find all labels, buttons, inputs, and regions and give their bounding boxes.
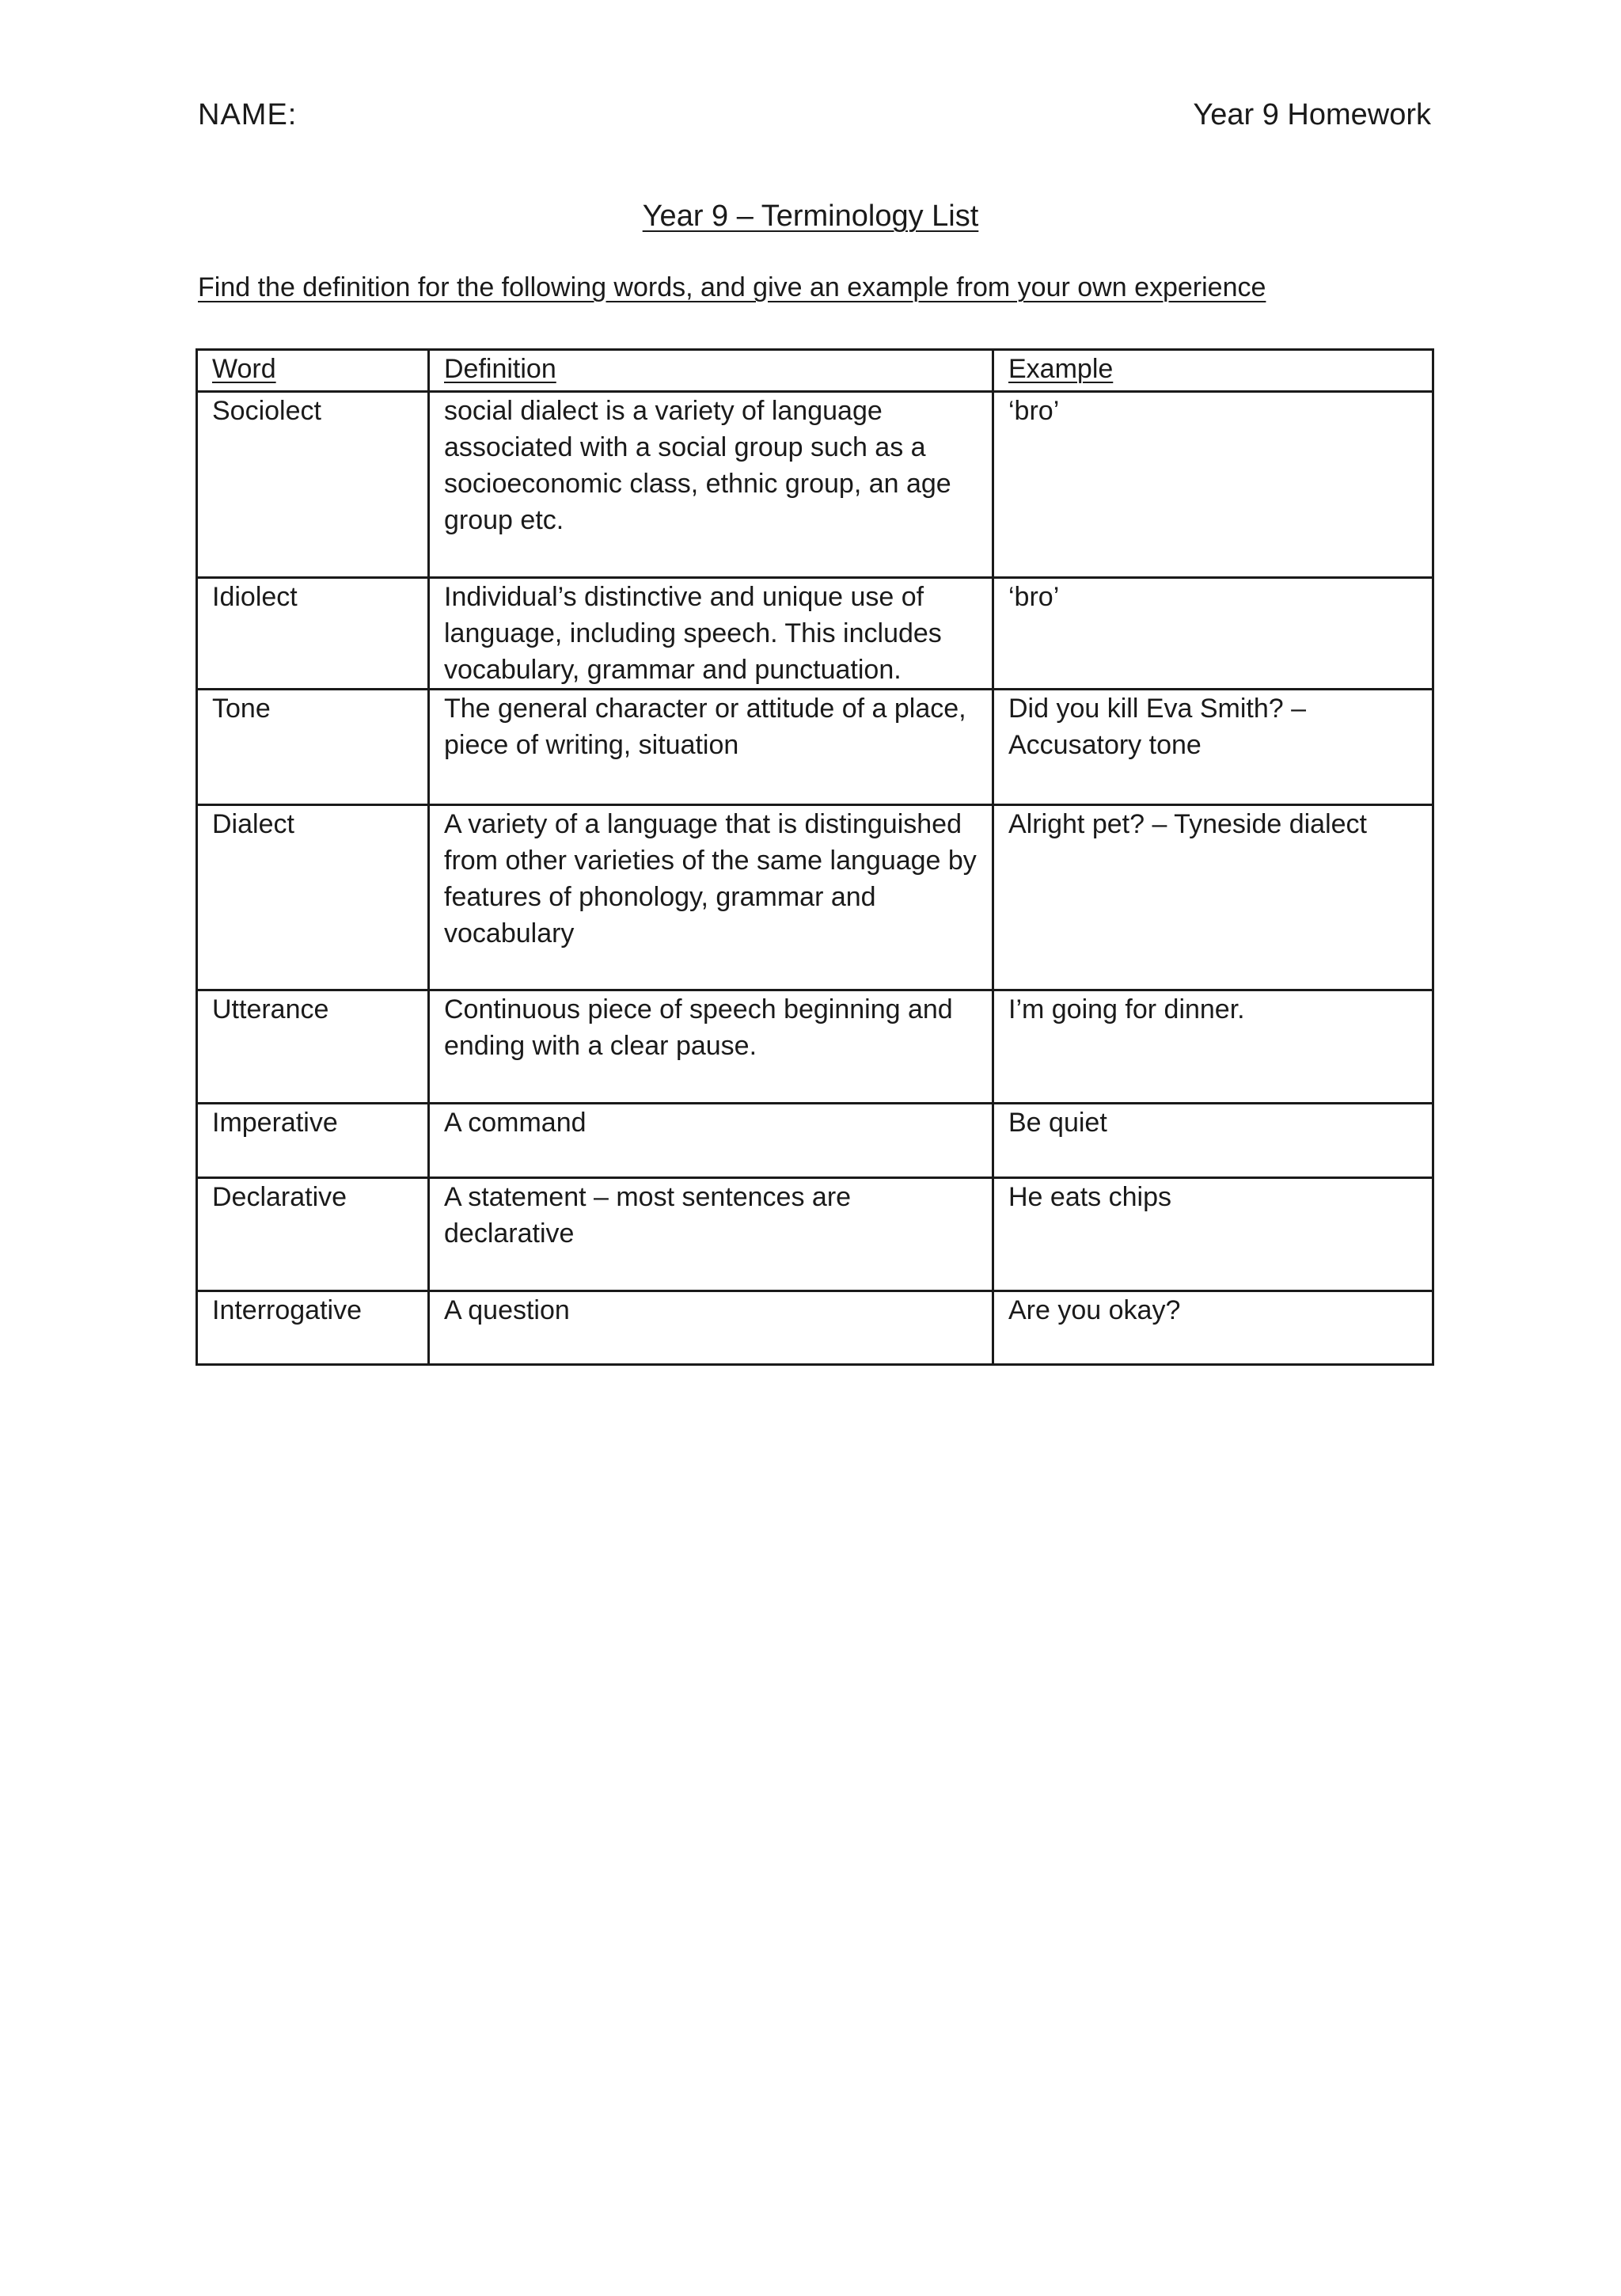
table-row (197, 1291, 1433, 1365)
header-example-text: Example (1008, 354, 1114, 384)
definition-cell: Individual’s distinctive and unique use of language, including speech. This includes vocabulary, grammar and punctuation. (429, 578, 993, 690)
header-example (993, 350, 1433, 392)
instructions: Find the definition for the following words, and give an example from your own experience (198, 272, 1266, 302)
table-row (197, 990, 1433, 1104)
table-header-row (197, 350, 1433, 392)
table-row (197, 392, 1433, 578)
header-word (197, 350, 429, 392)
header-definition-text: Definition (444, 354, 556, 384)
table-row (197, 578, 1433, 690)
table-row (197, 1178, 1433, 1291)
word-cell: Interrogative (197, 1291, 429, 1365)
header-word-text: Word (212, 354, 276, 384)
page-title (0, 200, 1621, 234)
example-cell: Alright pet? – Tyneside dialect (993, 805, 1433, 990)
example-cell: Are you okay? (993, 1291, 1433, 1365)
definition-cell: social dialect is a variety of language associated with a social group such as a socioeconomic class, ethnic group, an age group etc. (429, 392, 993, 578)
course-label: Year 9 Homework (1193, 98, 1431, 131)
table-row (197, 690, 1433, 805)
definition-cell: The general character or attitude of a place, piece of writing, situation (429, 690, 993, 805)
name-label: NAME: (198, 98, 298, 131)
example-cell: I’m going for dinner. (993, 990, 1433, 1104)
example-cell: Be quiet (993, 1104, 1433, 1178)
word-cell: Tone (197, 690, 429, 805)
example-cell: He eats chips (993, 1178, 1433, 1291)
table-row (197, 1104, 1433, 1178)
definition-cell: A statement – most sentences are declarative (429, 1178, 993, 1291)
example-cell: Did you kill Eva Smith? – Accusatory tone (993, 690, 1433, 805)
page-title-text: Year 9 – Terminology List (642, 200, 979, 233)
definition-cell: A question (429, 1291, 993, 1365)
word-cell: Declarative (197, 1178, 429, 1291)
definition-cell: A variety of a language that is distinguished from other varieties of the same language by features of phonology, grammar and vocabulary (429, 805, 993, 990)
word-cell: Sociolect (197, 392, 429, 578)
example-cell: ‘bro’ (993, 392, 1433, 578)
word-cell: Dialect (197, 805, 429, 990)
definition-cell: A command (429, 1104, 993, 1178)
header-definition (429, 350, 993, 392)
terminology-table (196, 348, 1434, 1366)
word-cell: Imperative (197, 1104, 429, 1178)
example-cell: ‘bro’ (993, 578, 1433, 690)
definition-cell: Continuous piece of speech beginning and ending with a clear pause. (429, 990, 993, 1104)
word-cell: Idiolect (197, 578, 429, 690)
word-cell: Utterance (197, 990, 429, 1104)
table-row (197, 805, 1433, 990)
